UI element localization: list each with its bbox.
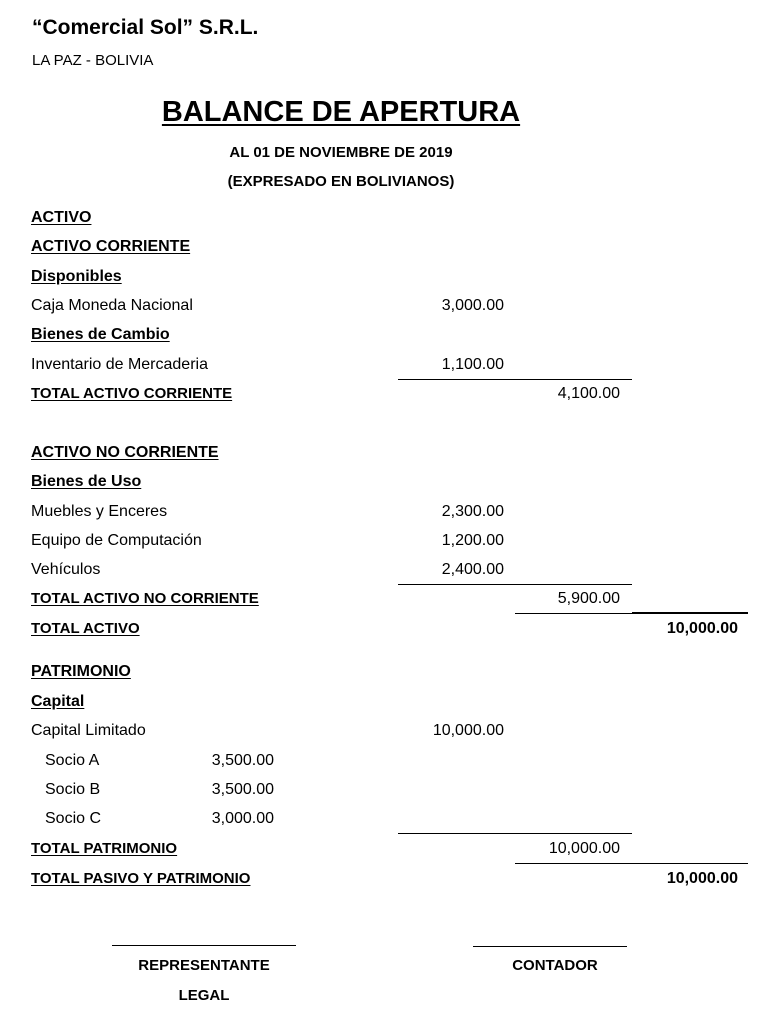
muebles-label: Muebles y Enceres [31,503,168,520]
total-patrimonio-value: 10,000.00 [548,840,620,857]
caja-row [0,293,768,322]
capital-limitado-row [0,718,768,747]
capital-limitado-label: Capital Limitado [31,722,146,739]
contador-signature-line [473,946,627,947]
disponibles-heading-row [0,264,768,293]
currency-line: (EXPRESADO EN BOLIVIANOS) [227,173,455,190]
capital-limitado-value: 10,000.00 [432,722,504,739]
bienes-uso-heading-row [0,469,768,498]
inventario-value: 1,100.00 [441,356,504,373]
activo-corriente-heading: ACTIVO CORRIENTE [31,238,191,255]
equipo-label: Equipo de Computación [31,532,202,549]
patrimonio-heading-row [0,659,768,688]
socio-c-value: 3,000.00 [211,810,274,827]
total-activo-label: TOTAL ACTIVO [31,620,140,637]
activo-no-corriente-heading-row [0,440,768,469]
subtotal-rule-no-corriente [398,584,632,585]
socio-b-row [0,777,768,806]
activo-corriente-heading-row [0,234,768,263]
subtotal-rule-corriente [398,379,632,380]
total-patrimonio-label: TOTAL PATRIMONIO [31,840,178,857]
bienes-cambio-heading-row [0,322,768,351]
total-rule-col3-activo [632,612,748,614]
socio-a-value: 3,500.00 [211,752,274,769]
capital-heading-row [0,689,768,718]
activo-no-corriente-heading: ACTIVO NO CORRIENTE [31,444,219,461]
caja-value: 3,000.00 [441,297,504,314]
total-pasivo-patrimonio-value: 10,000.00 [666,870,738,887]
vehiculos-value: 2,400.00 [441,561,504,578]
total-pasivo-patrimonio-row [0,866,768,895]
total-activo-row [0,616,768,645]
total-activo-no-corriente-row [0,586,768,615]
document-title: BALANCE DE APERTURA [161,96,521,128]
total-pasivo-patrimonio-label: TOTAL PASIVO Y PATRIMONIO [31,870,251,887]
contador-label: CONTADOR [512,957,598,974]
socio-b-value: 3,500.00 [211,781,274,798]
inventario-row [0,352,768,381]
activo-heading-row [0,205,768,234]
muebles-value: 2,300.00 [441,503,504,520]
capital-heading: Capital [31,693,85,710]
socio-b-label: Socio B [45,781,101,798]
disponibles-heading: Disponibles [31,268,122,285]
representante-label: REPRESENTANTE [138,957,270,974]
socio-a-label: Socio A [45,752,100,769]
socio-c-label: Socio C [45,810,102,827]
total-activo-no-corriente-value: 5,900.00 [557,590,620,607]
total-rule-col2-activo [515,613,632,614]
vehiculos-row [0,557,768,586]
socio-a-row [0,748,768,777]
date-line: AL 01 DE NOVIEMBRE DE 2019 [229,144,453,161]
representante-signature-line [112,945,296,946]
vehiculos-label: Vehículos [31,561,101,578]
total-activo-no-corriente-label: TOTAL ACTIVO NO CORRIENTE [31,590,259,607]
bienes-cambio-heading: Bienes de Cambio [31,326,170,343]
total-activo-value: 10,000.00 [666,620,738,637]
socio-c-row [0,806,768,835]
patrimonio-heading: PATRIMONIO [31,663,131,680]
equipo-value: 1,200.00 [441,532,504,549]
equipo-row [0,528,768,557]
company-city: LA PAZ - BOLIVIA [32,52,154,69]
total-rule-col3-patrimonio [632,863,748,864]
total-rule-col2-patrimonio [515,863,632,864]
total-activo-corriente-value: 4,100.00 [557,385,620,402]
total-patrimonio-row [0,836,768,865]
subtotal-rule-patrimonio [398,833,632,834]
representante-label-line2: LEGAL [178,987,230,1004]
muebles-row [0,499,768,528]
bienes-uso-heading: Bienes de Uso [31,473,142,490]
caja-label: Caja Moneda Nacional [31,297,193,314]
activo-heading: ACTIVO [31,209,92,226]
company-name: “Comercial Sol” S.R.L. [32,16,259,39]
inventario-label: Inventario de Mercaderia [31,356,208,373]
total-activo-corriente-row [0,381,768,410]
total-activo-corriente-label: TOTAL ACTIVO CORRIENTE [31,385,233,402]
